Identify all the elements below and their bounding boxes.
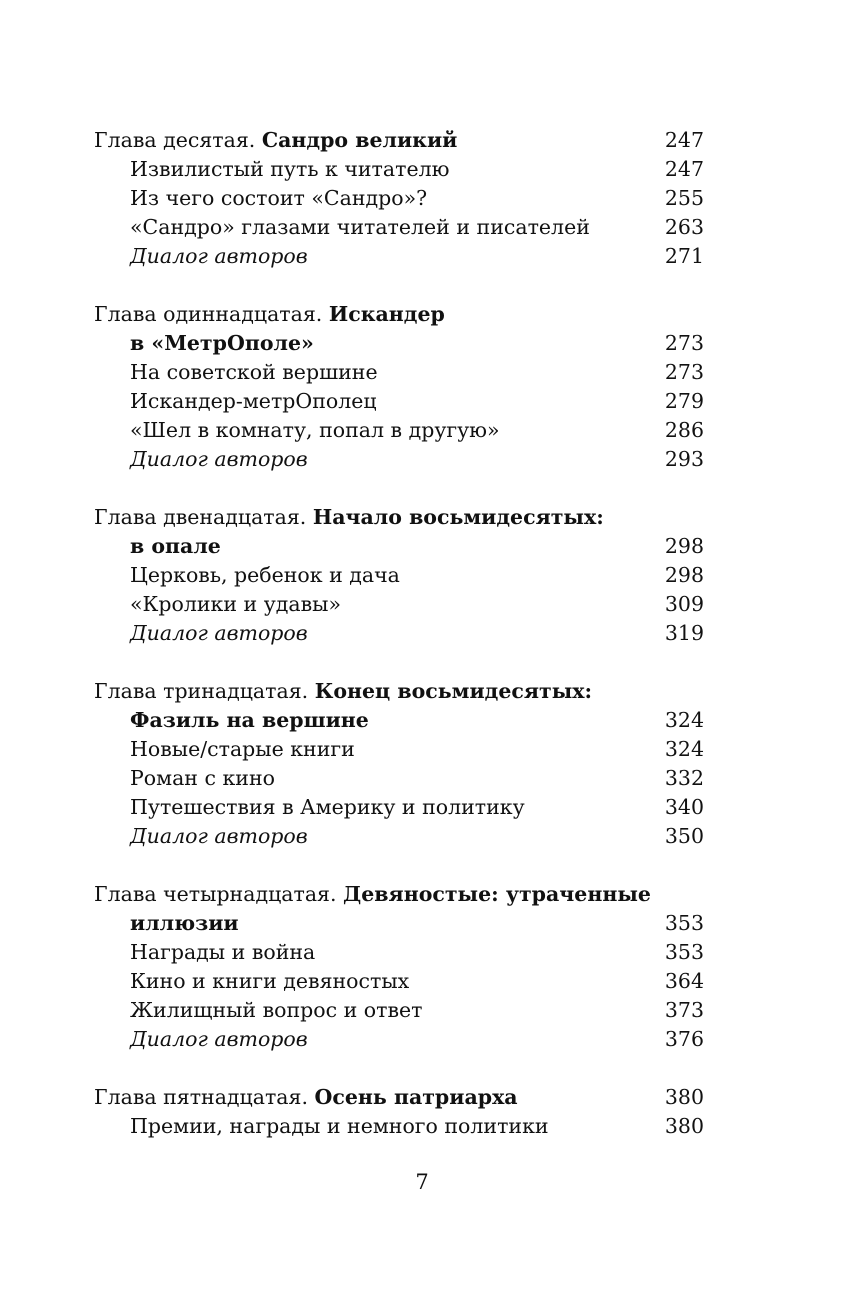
- chapter-14: [94, 880, 704, 1054]
- chapter-title-continued: в опале: [130, 534, 221, 558]
- chapter-heading: [94, 677, 704, 706]
- chapter-page: 324: [664, 708, 704, 732]
- chapter-10: [94, 126, 704, 271]
- section-page: 286: [664, 418, 704, 442]
- chapter-title-continued: иллюзии: [130, 911, 239, 935]
- chapter-page: 247: [664, 128, 704, 152]
- section-entry: [94, 1112, 704, 1141]
- section-entry: [94, 793, 704, 822]
- section-entry: [94, 764, 704, 793]
- section-page: 324: [664, 737, 704, 761]
- section-page: 332: [664, 766, 704, 790]
- section-title: Жилищный вопрос и ответ: [130, 998, 423, 1022]
- section-page: 247: [664, 157, 704, 181]
- section-entry: [94, 938, 704, 967]
- dialog-entry: [94, 1025, 704, 1054]
- dialog-title: Диалог авторов: [130, 244, 308, 268]
- section-title: Новые/старые книги: [130, 737, 355, 761]
- chapter-heading: [94, 880, 704, 909]
- section-page: 255: [664, 186, 704, 210]
- dialog-page: 350: [664, 824, 704, 848]
- section-title: Извилистый путь к читателю: [130, 157, 450, 181]
- section-title: Награды и война: [130, 940, 316, 964]
- chapter-prefix: Глава пятнадцатая.: [94, 1085, 308, 1109]
- chapter-page: 273: [664, 331, 704, 355]
- section-title: Искандер-метрОполец: [130, 389, 377, 413]
- section-entry: [94, 590, 704, 619]
- chapter-11: [94, 300, 704, 474]
- chapter-page: 298: [664, 534, 704, 558]
- chapter-heading: [94, 1083, 704, 1112]
- section-title: Кино и книги девяностых: [130, 969, 410, 993]
- chapter-title: Сандро великий: [261, 128, 458, 152]
- chapter-title: Девяностые: утраченные: [343, 882, 651, 906]
- chapter-prefix: Глава двенадцатая.: [94, 505, 307, 529]
- chapter-heading-continued: [94, 706, 704, 735]
- chapter-title: Конец восьмидесятых:: [314, 679, 593, 703]
- dialog-title: Диалог авторов: [130, 1027, 308, 1051]
- chapter-12: [94, 503, 704, 648]
- section-entry: [94, 358, 704, 387]
- dialog-page: 293: [664, 447, 704, 471]
- chapter-heading: [94, 126, 704, 155]
- dialog-title: Диалог авторов: [130, 621, 308, 645]
- chapter-page: 380: [664, 1085, 704, 1109]
- dialog-page: 319: [664, 621, 704, 645]
- chapter-prefix: Глава одиннадцатая.: [94, 302, 323, 326]
- chapter-prefix: Глава четырнадцатая.: [94, 882, 337, 906]
- section-title: «Шел в комнату, попал в другую»: [130, 418, 500, 442]
- section-entry: [94, 996, 704, 1025]
- chapter-heading-continued: [94, 329, 704, 358]
- section-entry: [94, 967, 704, 996]
- section-title: Церковь, ребенок и дача: [130, 563, 400, 587]
- chapter-prefix: Глава тринадцатая.: [94, 679, 309, 703]
- section-entry: [94, 735, 704, 764]
- dialog-entry: [94, 445, 704, 474]
- section-page: 279: [664, 389, 704, 413]
- chapter-heading: [94, 503, 704, 532]
- chapter-15: [94, 1083, 704, 1141]
- section-page: 309: [664, 592, 704, 616]
- section-entry: [94, 184, 704, 213]
- section-title: Из чего состоит «Сандро»?: [130, 186, 428, 210]
- section-title: На советской вершине: [130, 360, 378, 384]
- section-entry: [94, 387, 704, 416]
- dialog-entry: [94, 242, 704, 271]
- chapter-heading-continued: [94, 909, 704, 938]
- section-entry: [94, 155, 704, 184]
- section-title: Роман с кино: [130, 766, 275, 790]
- chapter-title-continued: в «МетрОполе»: [130, 331, 314, 355]
- section-title: «Кролики и удавы»: [130, 592, 342, 616]
- chapter-title-continued: Фазиль на вершине: [130, 708, 369, 732]
- section-title: Премии, награды и немного политики: [130, 1114, 549, 1138]
- chapter-title: Начало восьмидесятых:: [312, 505, 604, 529]
- section-entry: [94, 416, 704, 445]
- section-page: 263: [664, 215, 704, 239]
- section-page: 380: [664, 1114, 704, 1138]
- chapter-heading-continued: [94, 532, 704, 561]
- section-page: 273: [664, 360, 704, 384]
- dialog-title: Диалог авторов: [130, 447, 308, 471]
- section-page: 364: [664, 969, 704, 993]
- section-title: «Сандро» глазами читателей и писателей: [130, 215, 590, 239]
- chapter-13: [94, 677, 704, 851]
- chapter-title: Искандер: [328, 302, 445, 326]
- chapter-heading: [94, 300, 704, 329]
- section-title: Путешествия в Америку и политику: [130, 795, 525, 819]
- chapter-page: 353: [664, 911, 704, 935]
- section-page: 373: [664, 998, 704, 1022]
- chapter-prefix: Глава десятая.: [94, 128, 256, 152]
- dialog-entry: [94, 619, 704, 648]
- dialog-entry: [94, 822, 704, 851]
- section-page: 353: [664, 940, 704, 964]
- section-entry: [94, 213, 704, 242]
- section-page: 298: [664, 563, 704, 587]
- section-page: 340: [664, 795, 704, 819]
- dialog-page: 271: [664, 244, 704, 268]
- page-number: 7: [415, 1170, 429, 1194]
- section-entry: [94, 561, 704, 590]
- chapter-title: Осень патриарха: [314, 1085, 518, 1109]
- table-of-contents: [94, 126, 704, 1170]
- dialog-title: Диалог авторов: [130, 824, 308, 848]
- dialog-page: 376: [664, 1027, 704, 1051]
